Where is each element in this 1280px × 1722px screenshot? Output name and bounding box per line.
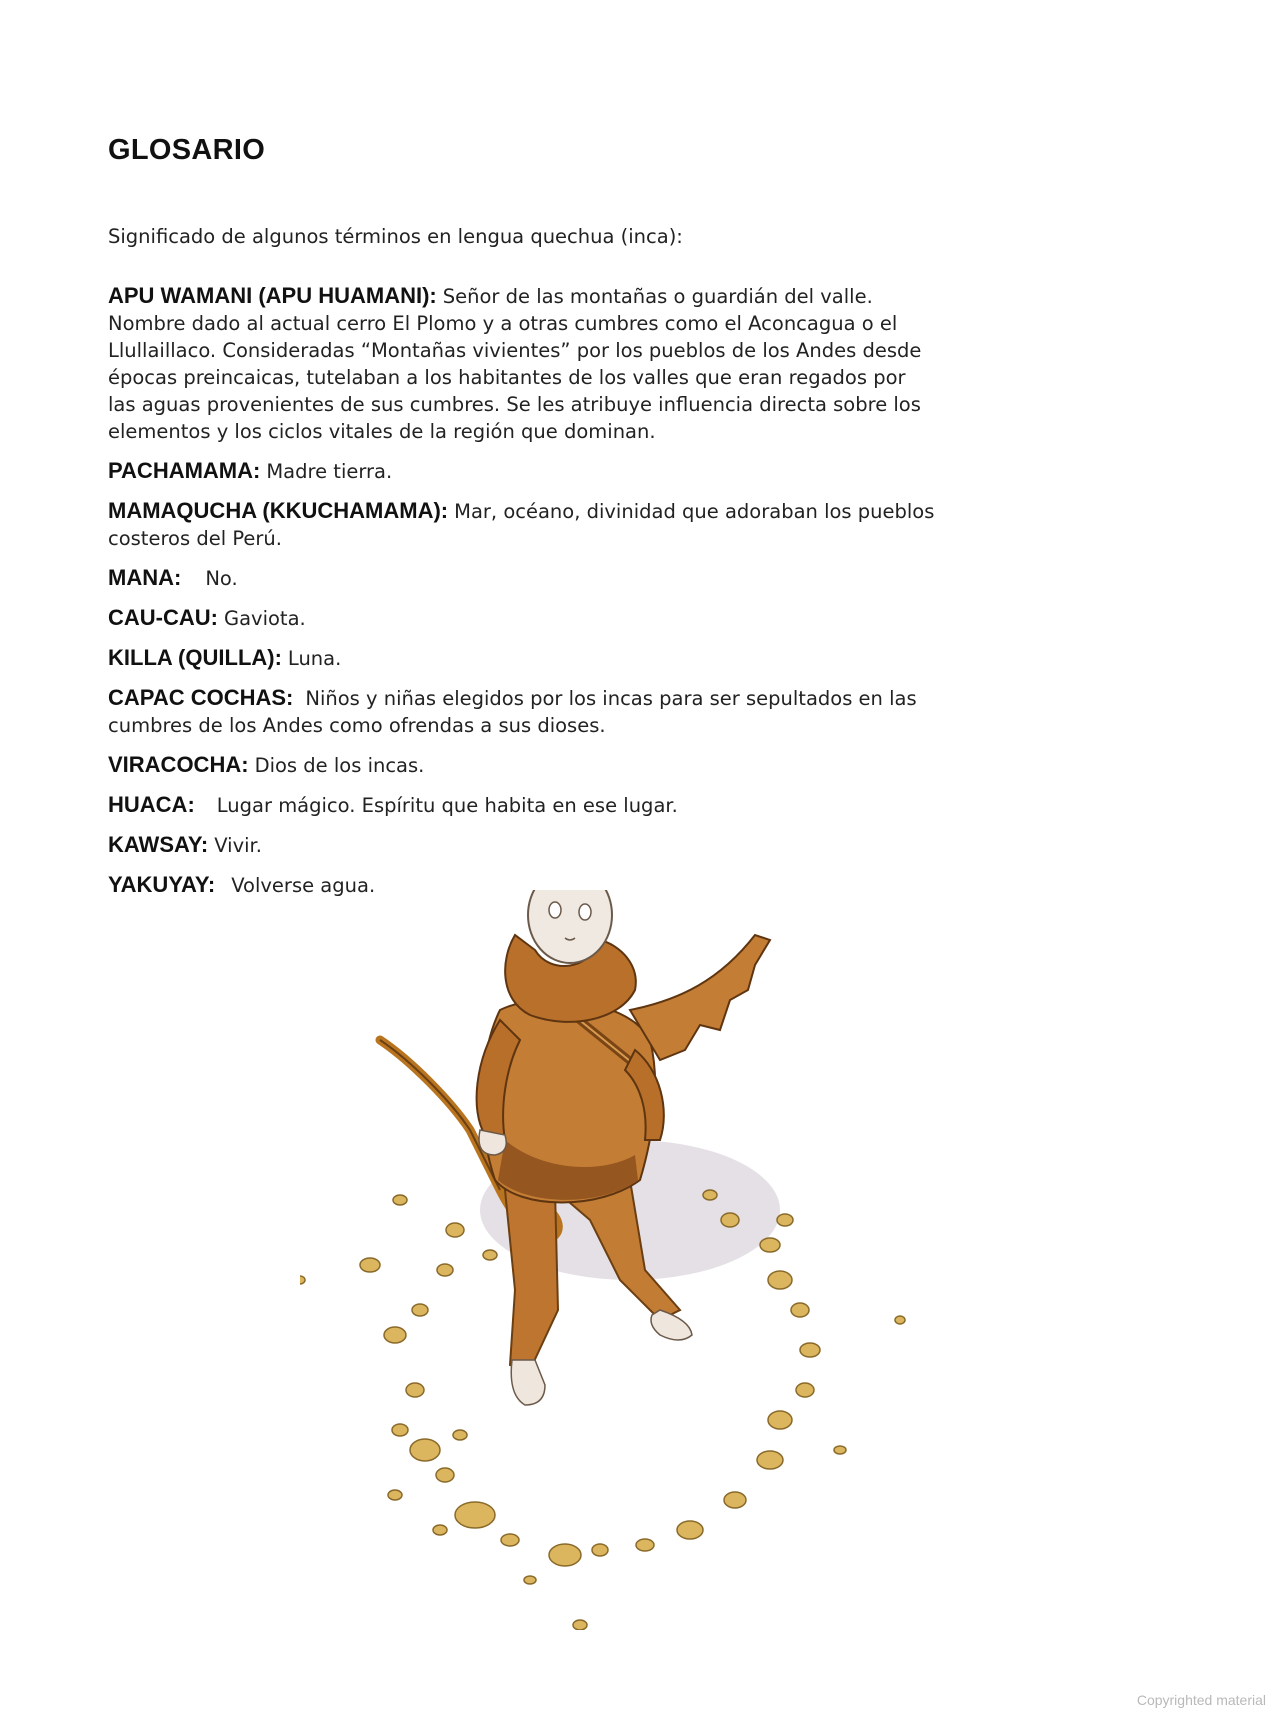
glossary-term: KAWSAY: bbox=[108, 832, 209, 857]
right-foot bbox=[651, 1310, 692, 1340]
child-illustration bbox=[300, 890, 1020, 1630]
glossary-definition: Volverse agua. bbox=[231, 874, 376, 897]
glossary-entry bbox=[108, 497, 938, 552]
glossary-definition: Luna. bbox=[287, 647, 342, 670]
glossary-definition: Gaviota. bbox=[223, 607, 306, 630]
glossary-term: CAU-CAU: bbox=[108, 605, 218, 630]
glossary-entry bbox=[108, 684, 938, 739]
trousers bbox=[505, 1190, 558, 1370]
left-eye bbox=[549, 902, 561, 918]
glossary-entry bbox=[108, 564, 938, 592]
glossary-term: HUACA: bbox=[108, 792, 195, 817]
glossary-definition: Mar, océano, divinidad que adoraban los pueblos costeros del Perú. bbox=[108, 500, 935, 550]
glossary-definition: Madre tierra. bbox=[266, 460, 393, 483]
glossary-entry bbox=[108, 457, 938, 485]
glossary-entry bbox=[108, 282, 938, 445]
glossary-entry bbox=[108, 644, 938, 672]
left-foot bbox=[511, 1360, 545, 1405]
glossary-definition: No. bbox=[205, 567, 238, 590]
glossary-entry bbox=[108, 751, 938, 779]
glossary-definition: Señor de las montañas o guardián del valle. Nombre dado al actual cerro El Plomo y a otras cumbres como el Aconcagua o el Llullaillaco. Consideradas “Montañas vivientes” por los pueblos de los Andes desde épocas preincaicas, tutelaban a los habitantes de los valles que eran regados por las aguas provenientes de sus cumbres. Se les atribuye influencia directa sobre los elementos y los ciclos vitales de la región que dominan. bbox=[108, 285, 922, 443]
copyright-notice: Copyrighted material bbox=[1136, 1692, 1266, 1708]
glossary-definition: Lugar mágico. Espíritu que habita en ese lugar. bbox=[216, 794, 678, 817]
glossary-definition: Vivir. bbox=[214, 834, 262, 857]
page-title: GLOSARIO bbox=[108, 134, 266, 166]
glossary-term: VIRACOCHA: bbox=[108, 752, 249, 777]
glossary-entry bbox=[108, 604, 938, 632]
glossary-entry bbox=[108, 791, 938, 819]
glossary-term: CAPAC COCHAS: bbox=[108, 685, 294, 710]
right-eye bbox=[579, 904, 591, 920]
glossary-term: MANA: bbox=[108, 565, 182, 590]
glossary-list bbox=[108, 282, 938, 911]
glossary-term: PACHAMAMA: bbox=[108, 458, 261, 483]
glossary-term: APU WAMANI (APU HUAMANI): bbox=[108, 283, 437, 308]
intro-text: Significado de algunos términos en lengua quechua (inca): bbox=[108, 225, 683, 248]
tattered-cape bbox=[630, 935, 770, 1060]
glossary-term: KILLA (QUILLA): bbox=[108, 645, 282, 670]
glossary-term: YAKUYAY: bbox=[108, 872, 216, 897]
glossary-definition: Niños y niñas elegidos por los incas para ser sepultados en las cumbres de los Andes como ofrendas a sus dioses. bbox=[108, 687, 917, 737]
glossary-term: MAMAQUCHA (KKUCHAMAMA): bbox=[108, 498, 449, 523]
glossary-entry bbox=[108, 831, 938, 859]
glossary-definition: Dios de los incas. bbox=[254, 754, 425, 777]
